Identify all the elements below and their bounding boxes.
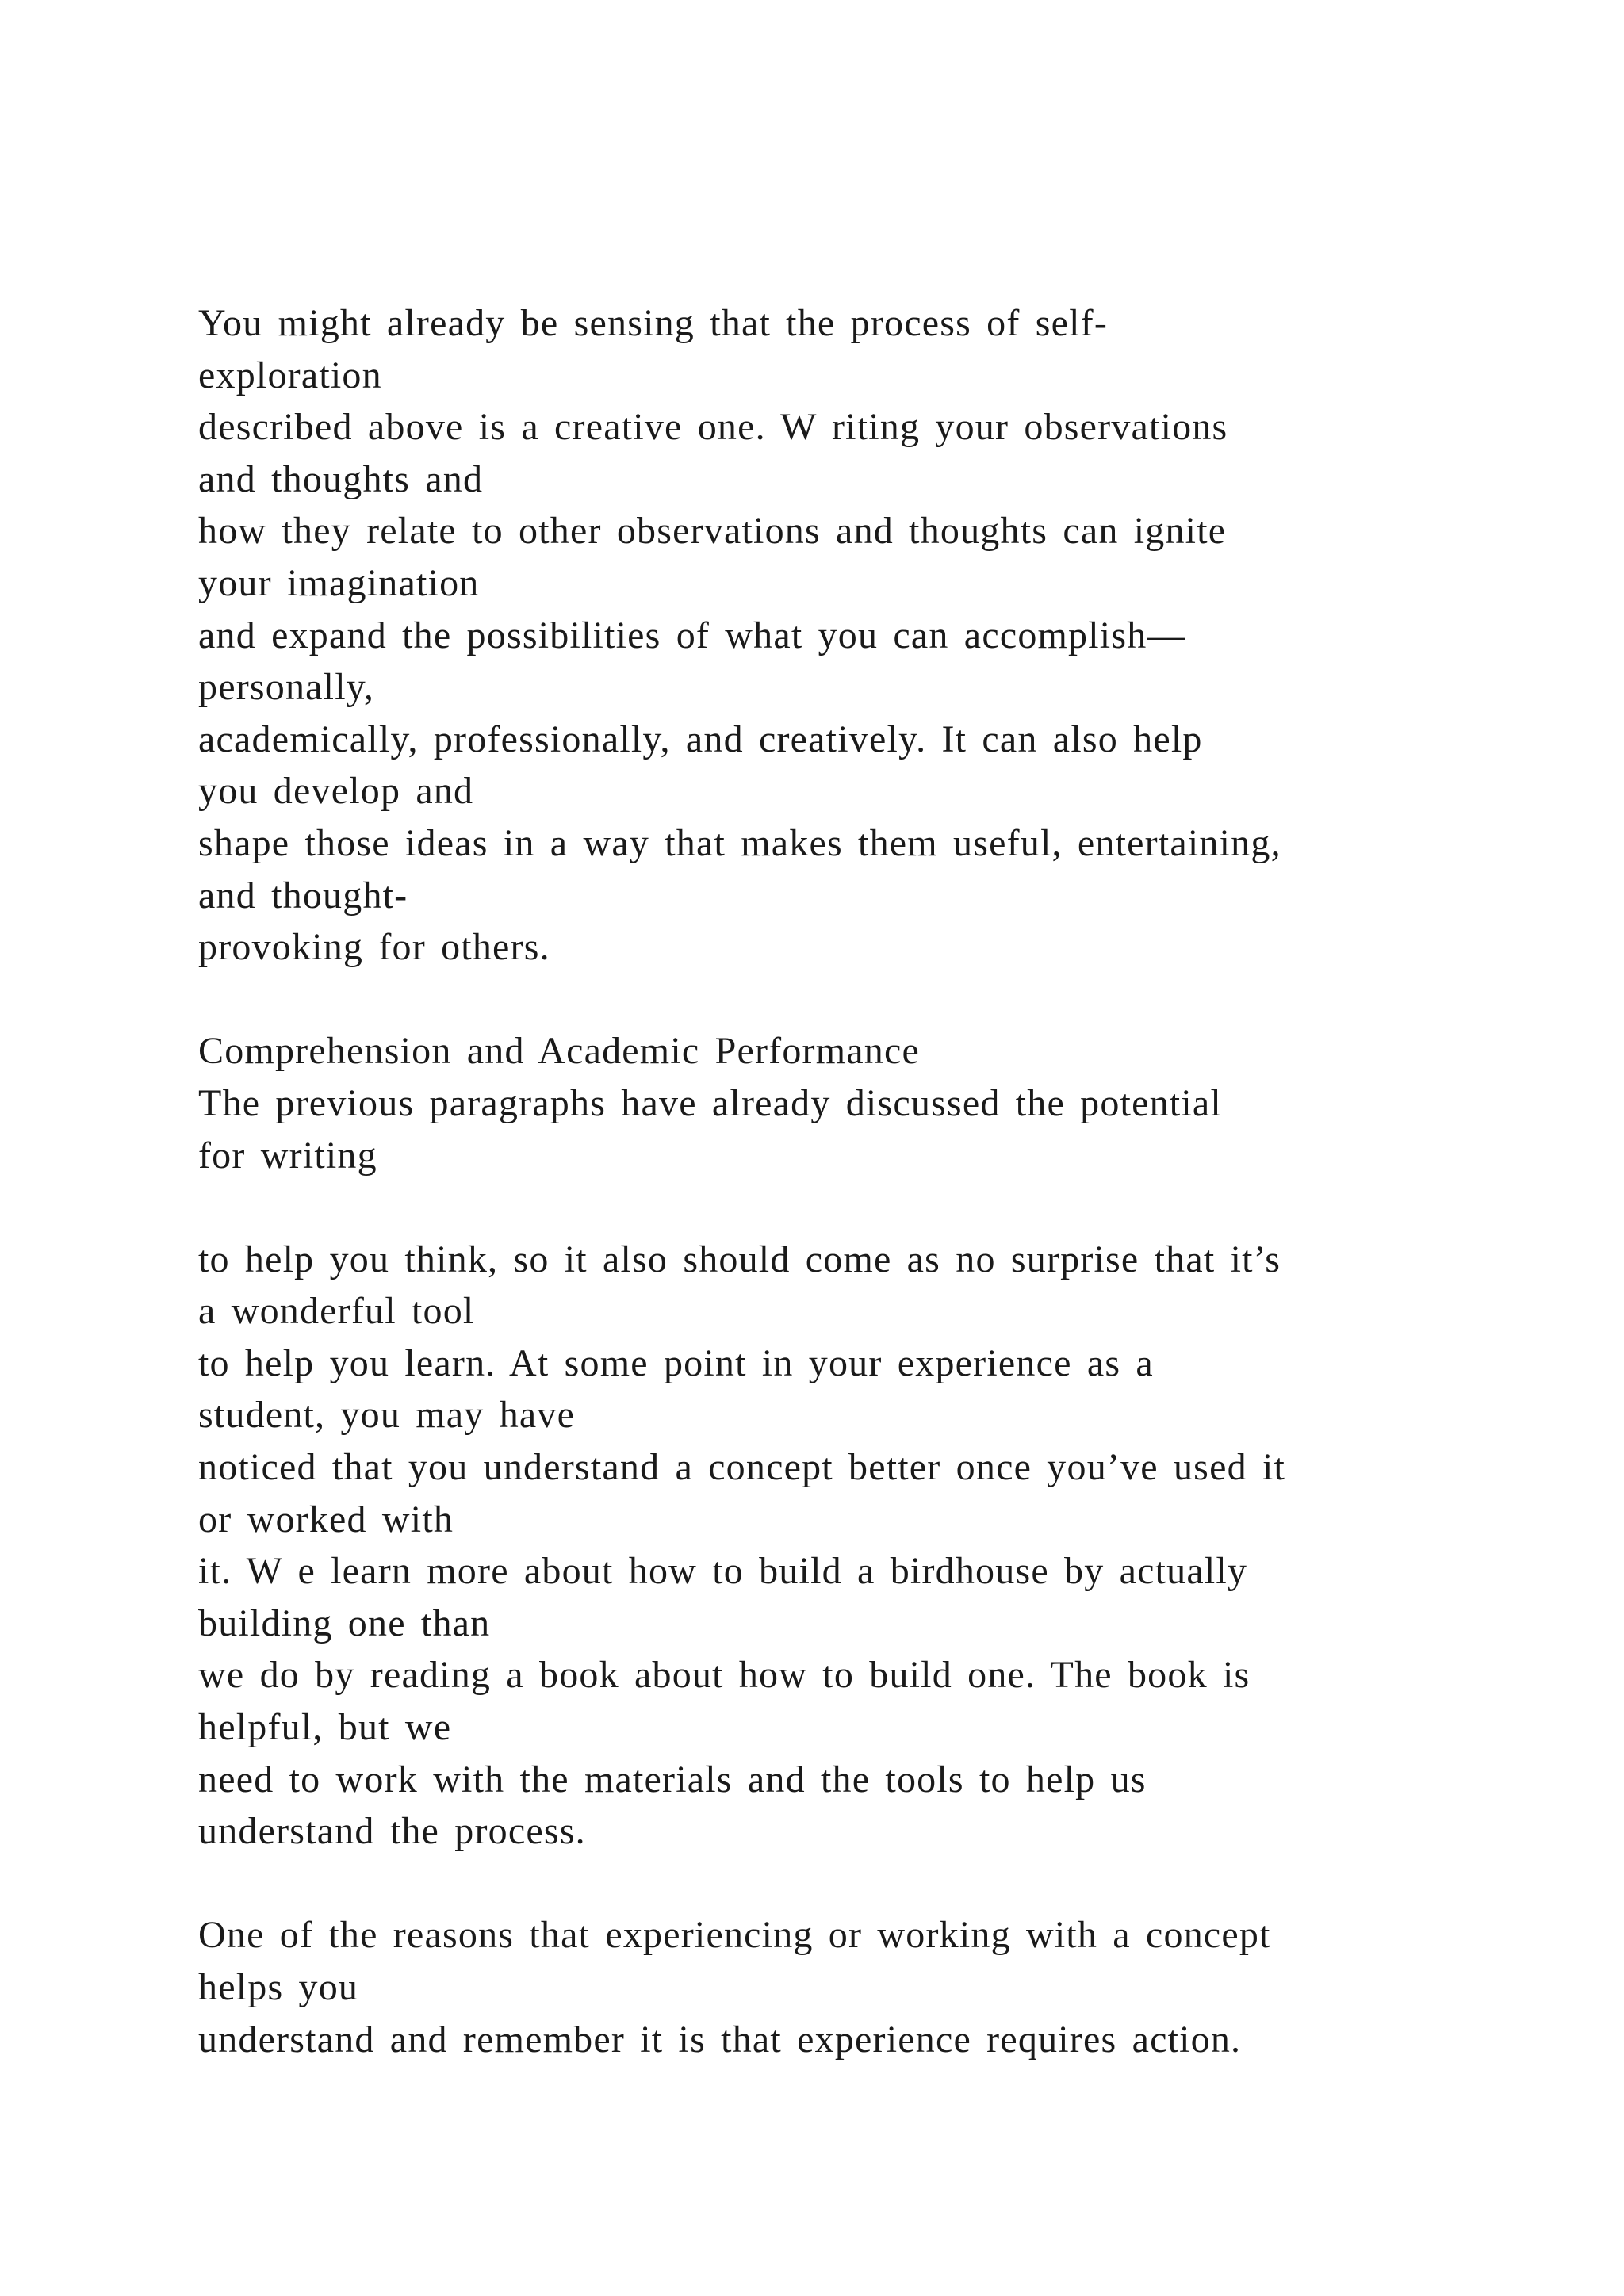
text-line: understand the process. xyxy=(198,1810,586,1853)
text-line: helps you xyxy=(198,1966,359,2008)
paragraph-spacer xyxy=(198,974,1483,1026)
text-line: a wonderful tool xyxy=(198,1290,475,1333)
text-line: or worked with xyxy=(198,1498,454,1540)
paragraph-spacer xyxy=(198,1181,1483,1234)
paragraph-experience-action xyxy=(198,1909,1483,2065)
paragraph-learning-tool xyxy=(198,1234,1483,1858)
text-line: You might already be sensing that the process of self- xyxy=(198,302,1109,344)
text-line: to help you think, so it also should come as no surprise that it’s xyxy=(198,1238,1281,1280)
paragraph-writing-potential xyxy=(198,1077,1483,1181)
text-line: student, you may have xyxy=(198,1394,576,1437)
text-line: to help you learn. At some point in your experience as a xyxy=(198,1341,1154,1384)
text-line: One of the reasons that experiencing or working with a concept xyxy=(198,1914,1271,1957)
section-heading: Comprehension and Academic Performance xyxy=(198,1030,920,1073)
text-line: building one than xyxy=(198,1601,491,1644)
paragraph-self-exploration xyxy=(198,297,1483,974)
text-line: need to work with the materials and the tools to help us xyxy=(198,1758,1147,1800)
text-line: and thoughts and xyxy=(198,457,484,500)
text-line: we do by reading a book about how to build one. The book is xyxy=(198,1654,1251,1697)
text-line: your imagination xyxy=(198,561,480,604)
text-line: you develop and xyxy=(198,770,474,813)
text-line: shape those ideas in a way that makes them useful, entertaining, xyxy=(198,821,1281,864)
paragraph-spacer xyxy=(198,1858,1483,1910)
text-line: and expand the possibilities of what you can accomplish— xyxy=(198,614,1186,656)
text-line: personally, xyxy=(198,666,375,709)
text-line: and thought- xyxy=(198,874,408,916)
text-line: noticed that you understand a concept better once you’ve used it xyxy=(198,1446,1286,1489)
text-line: provoking for others. xyxy=(198,926,550,969)
text-line: helpful, but we xyxy=(198,1706,452,1749)
text-line: exploration xyxy=(198,354,382,396)
document-body xyxy=(198,297,1483,2065)
text-line: The previous paragraphs have already discussed the potential xyxy=(198,1081,1222,1124)
text-line: for writing xyxy=(198,1134,377,1177)
text-line: described above is a creative one. W riting your observations xyxy=(198,406,1228,449)
text-line: how they relate to other observations and thoughts can ignite xyxy=(198,510,1227,553)
text-line: understand and remember it is that experience requires action. xyxy=(198,2018,1242,2061)
text-line: academically, professionally, and creatively. It can also help xyxy=(198,718,1203,760)
text-line: it. W e learn more about how to build a birdhouse by actually xyxy=(198,1550,1248,1593)
